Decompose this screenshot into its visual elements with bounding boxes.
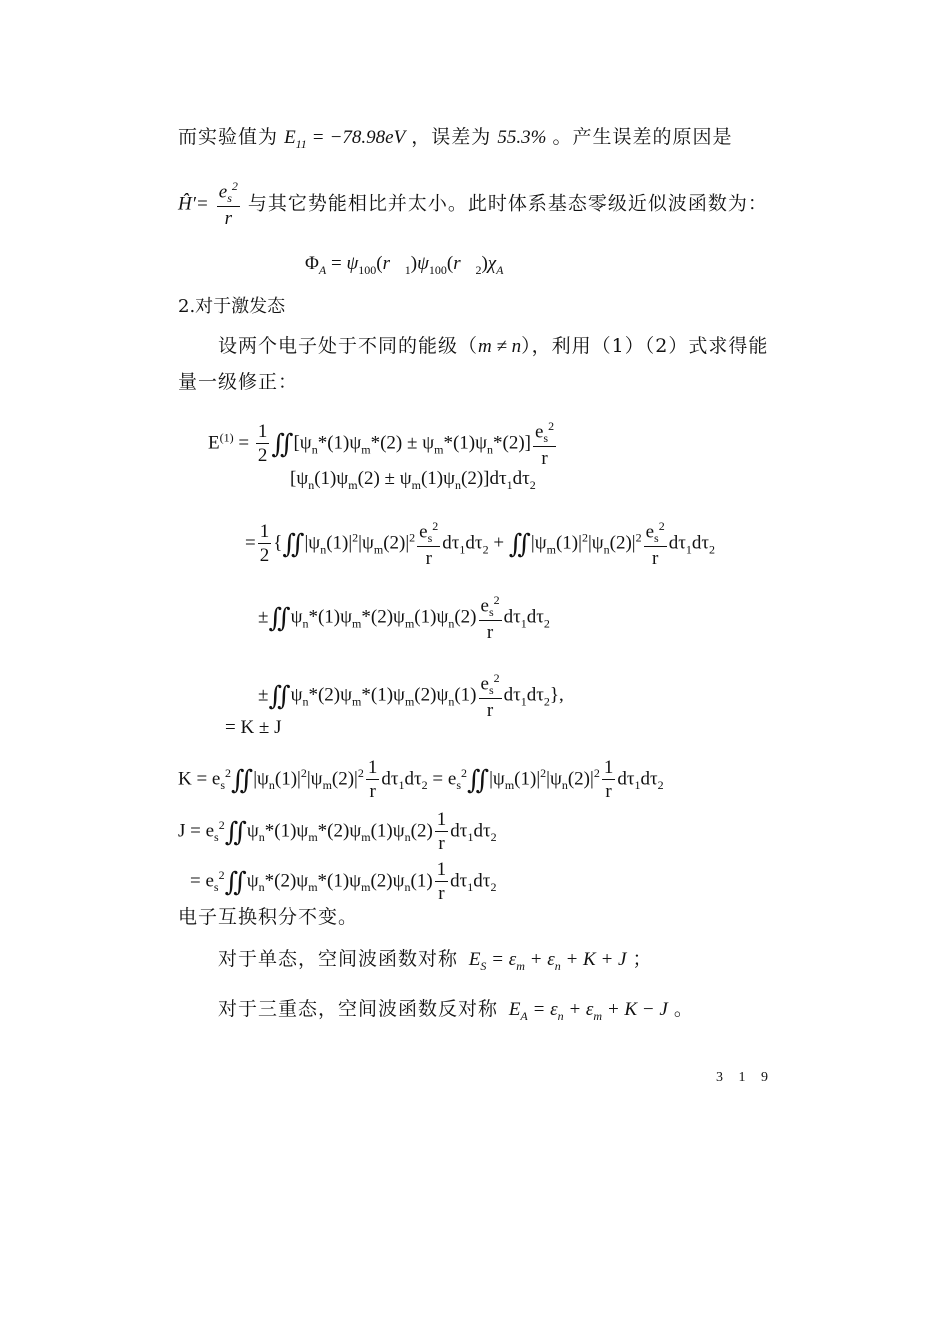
singlet-line [218, 950, 653, 972]
text-prefix: 而实验值为 [178, 126, 279, 148]
e1-equation-line4: $\pm∬\psi_n*(1)\psi_m*(2)\psi_m(1)\psi_n(2)$ $\frac{e_s^2}{r}$ $d\tau_1d\tau_2$ [258, 593, 550, 643]
text-p3a: 设两个电子处于不同的能级（ [218, 335, 479, 357]
section-heading: 2.对于激发态 [178, 296, 286, 317]
triplet-text: 对于三重态，空间波函数反对称 [218, 998, 499, 1020]
experiment-value: −78.98eV [329, 127, 406, 148]
singlet-text: 对于单态，空间波函数对称 [218, 948, 459, 970]
equals: = [312, 127, 324, 148]
k-equation: $K = e_s^2∬|\psi_n(1)|^2|\psi_m(2)|^2$ $\frac{1}{r}$ $d\tau_1d\tau_2$ = $e_s^2∬|\psi_m(1)|^2|\psi_n(2)|^2$ $\frac{1}{r}$ $d\tau_1d\tau_2$ [178, 757, 664, 802]
es2-over-r-fraction: $\frac{e_s^2}{r}$ [218, 179, 238, 229]
phi-equation: $\Phi_A$ = $\psi_{100}(r⃗_1)\psi_{100}(r⃗_2)\chi_A$ [305, 253, 504, 277]
excited-paragraph-line2: 量一级修正： [178, 371, 299, 393]
triplet-line [218, 1000, 694, 1022]
text-mid: ，误差为 [411, 126, 492, 148]
condition: m ≠ n [478, 336, 522, 357]
j-equation-line2: = $e_s^2∬\psi_n*(2)\psi_m*(1)\psi_m(2)\psi_n(1)$ $\frac{1}{r}$ $d\tau_1d\tau_2$ [190, 859, 497, 904]
page-number: 3 1 9 [716, 1070, 774, 1085]
e1-equation-line3: = $\frac{1}{2}$ {$∬|\psi_n(1)|^2|\psi_m(2)|^2$ $\frac{e_s^2}{r}$ $d\tau_1d\tau_2$ + $∬|\psi_m(1)|^2|\psi_n(2)|^2$ $\frac{e_s^2}{r}$ $d\tau_1d\tau_2$ [245, 519, 715, 569]
singlet-end: ； [632, 948, 653, 970]
h-prime-symbol: Ĥ′= [178, 193, 209, 215]
ea-equation: $E_A = \varepsilon_n + \varepsilon_m + K - J$ [504, 999, 668, 1023]
j-equation-line1: $J = e_s^2∬\psi_n*(1)\psi_m*(2)\psi_m(1)\psi_n(2)$ $\frac{1}{r}$ $d\tau_1d\tau_2$ [178, 809, 497, 854]
experiment-value-line [178, 128, 732, 150]
excited-paragraph-line1 [218, 337, 768, 356]
text-p3b: ），利用（1）（2）式求得能 [521, 335, 769, 357]
text-suffix: 。产生误差的原因是 [552, 126, 733, 148]
error-percent: 55.3% [497, 127, 547, 148]
e1-equation-line5: $\pm∬\psi_n*(2)\psi_m*(1)\psi_m(2)\psi_n(1)$ $\frac{e_s^2}{r}$ $d\tau_1d\tau_2$}, [258, 671, 564, 721]
es-equation: $E_S = \varepsilon_m + \varepsilon_n + K + J$ [464, 949, 627, 973]
e11-symbol: $E_{11}$ [284, 127, 307, 151]
e1-equation-line1: $E^{(1)}$ = $\frac{1}{2}$ $∬[\psi_n*(1)\psi_m*(2) \pm \psi_m*(1)\psi_n*(2)]$ $\frac{e_s^2}{r}$ [208, 419, 555, 469]
k-pm-j: = K ± J [225, 717, 282, 738]
hamiltonian-line [178, 180, 768, 229]
triplet-end: 。 [673, 998, 694, 1020]
e1-equation-line2: $[\psi_n(1)\psi_m(2) \pm \psi_m(1)\psi_n(2)]d\tau_1d\tau_2$ [290, 468, 536, 492]
exchange-note: 电子互换积分不变。 [178, 906, 359, 928]
text-p2: 与其它势能相比并太小。此时体系基态零级近似波函数为： [247, 192, 768, 215]
